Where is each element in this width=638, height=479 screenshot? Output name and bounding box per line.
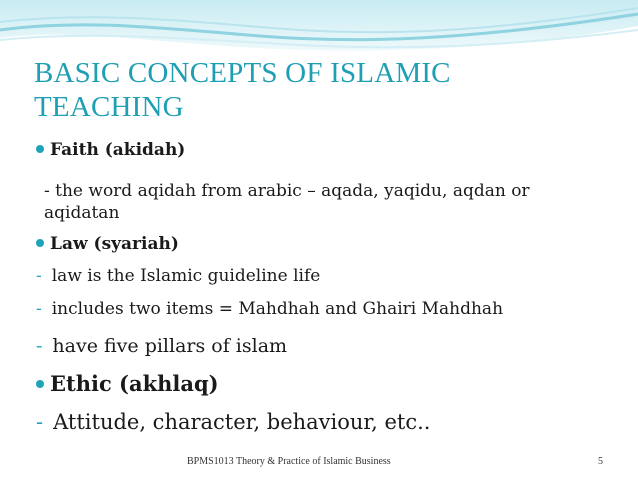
title-line-2: TEACHING [34,91,184,123]
faith-item [36,140,185,160]
law-desc-3-row [36,335,287,357]
ethic-desc-row [36,410,430,434]
footer-text: BPMS1013 Theory & Practice of Islamic Business [187,456,391,467]
faith-desc-2: aqidatan [44,203,120,223]
bullet-icon [36,145,44,153]
law-desc-2-row [36,299,503,319]
faith-label: Faith (akidah) [50,140,186,160]
law-desc-1-row [36,266,320,286]
header-banner [0,0,638,58]
wave-decoration [0,0,638,58]
slide-title [34,56,594,124]
page-number: 5 [598,456,603,467]
law-label: Law (syariah) [50,234,179,254]
ethic-label: Ethic (akhlaq) [50,371,219,396]
law-desc-2: includes two items = Mahdhah and Ghairi Mahdhah [51,299,504,319]
dash-marker: - [36,335,43,357]
law-item [36,234,179,254]
bullet-icon [36,239,44,247]
law-desc-3: have five pillars of islam [52,335,288,357]
faith-desc-1: - the word aqidah from arabic – aqada, yaqidu, aqdan or [44,181,530,201]
law-desc-1: law is the Islamic guideline life [51,266,321,286]
ethic-item [36,371,219,396]
dash-marker: - [36,410,44,434]
bullet-icon [36,380,44,388]
slide-footer [0,456,638,474]
title-line-1: BASIC CONCEPTS OF ISLAMIC [34,57,451,89]
dash-marker: - [36,299,42,319]
ethic-desc: Attitude, character, behaviour, etc.. [53,410,431,434]
dash-marker: - [36,266,42,286]
